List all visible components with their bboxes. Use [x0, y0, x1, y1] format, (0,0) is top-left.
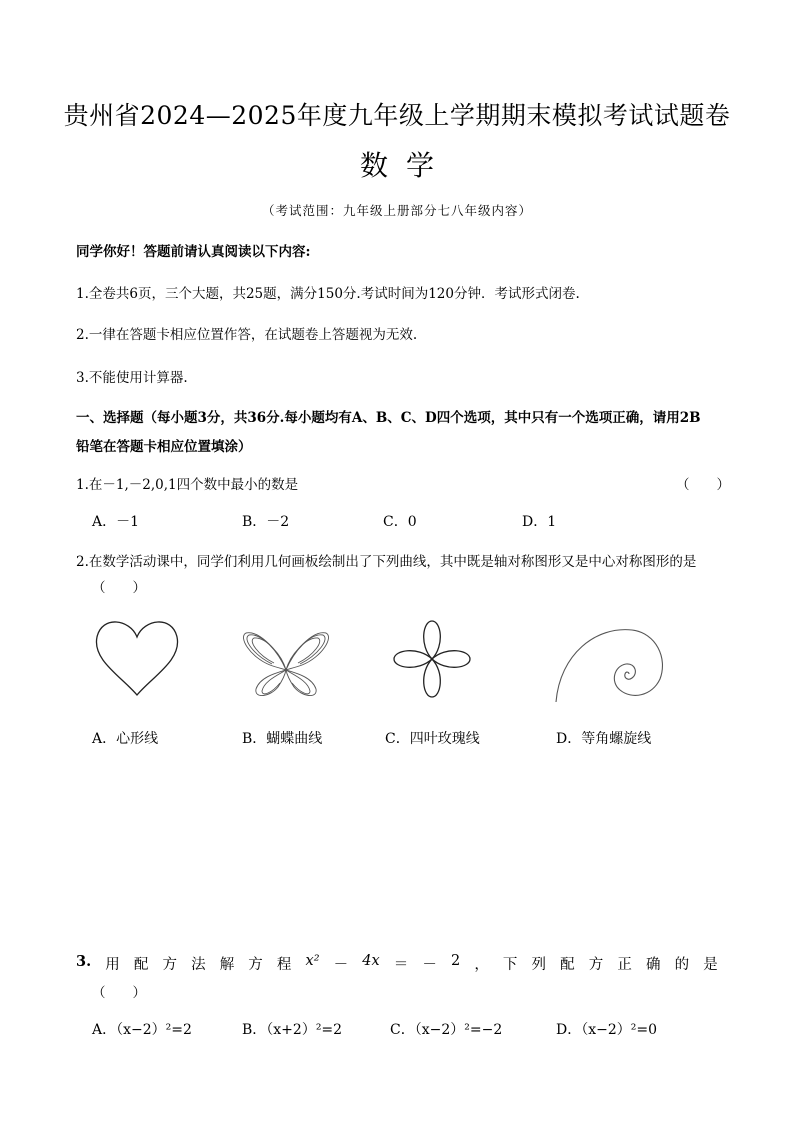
q3-stem-part: 用 [105, 957, 120, 973]
q3-stem-part: 方 [588, 957, 604, 973]
q3-stem-part: x² [305, 953, 320, 969]
q1-answer-bracket: （ ） [676, 477, 730, 493]
heart-curve-figure [92, 615, 182, 700]
q3-option-d: D．（x−2）²=0 [556, 1022, 658, 1038]
q3-stem-part: － [422, 957, 437, 973]
q2-answer-bracket: （ ） [92, 580, 146, 596]
notice-item-2: 2.一律在答题卡相应位置作答，在试题卷上答题视为无效. [76, 327, 418, 343]
butterfly-curve-figure [240, 625, 332, 703]
q1-option-d: D．1 [522, 514, 557, 530]
q3-stem-part: 程 [276, 957, 292, 973]
q1-stem: 1.在－1,－2,0,1四个数中最小的数是 [76, 477, 299, 493]
q2-stem: 2.在数学活动课中，同学们利用几何画板绘制出了下列曲线，其中既是轴对称图形又是中心对称图形的是 [76, 554, 697, 570]
q3-stem-part: 配 [560, 957, 575, 973]
q3-stem-part: 2 [450, 953, 461, 969]
four-leaf-rose-figure [389, 617, 475, 701]
q3-stem-part: 配 [133, 957, 149, 973]
q2-option-b: B．蝴蝶曲线 [242, 731, 323, 747]
q3-stem-part: 的 [674, 957, 690, 973]
q3-stem [76, 953, 718, 974]
q3-answer-bracket: （ ） [92, 985, 146, 1001]
q3-stem-part: 列 [531, 957, 547, 973]
notice-item-1: 1.全卷共6页，三个大题，共25题，满分150分.考试时间为120分钟．考试形式闭卷. [76, 286, 580, 302]
q3-stem-part: 正 [617, 957, 632, 973]
section-1-heading: 一、选择题（每小题3分，共36分.每小题均有A、B、C、D四个选项，其中只有一个选项正确，请用2B [76, 410, 701, 426]
q1-option-a: A．－1 [92, 514, 140, 530]
q3-stem-part: 下 [502, 957, 518, 973]
q2-option-c: C．四叶玫瑰线 [385, 731, 480, 747]
exam-title: 贵州省2024—2025年度九年级上学期期末模拟考试试题卷 [63, 101, 731, 130]
q3-stem-part: 方 [248, 957, 263, 973]
q3-stem-part: － [333, 957, 349, 973]
equiangular-spiral-figure [552, 624, 667, 704]
q1-option-b: B．－2 [242, 514, 290, 530]
q3-stem-part: 3. [76, 953, 92, 970]
subject-title: 数学 [359, 149, 452, 182]
q3-stem-part: 解 [219, 957, 235, 973]
q3-stem-part: 确 [645, 957, 661, 973]
exam-scope: （考试范围：九年级上册部分七八年级内容） [261, 203, 532, 218]
notice-heading: 同学你好！答题前请认真阅读以下内容: [76, 244, 311, 260]
section-1-heading-cont: 铅笔在答题卡相应位置填涂） [76, 439, 252, 455]
notice-item-3: 3.不能使用计算器. [76, 370, 188, 386]
q3-option-b: B．（x+2）²=2 [242, 1022, 343, 1038]
q3-stem-part: ＝ [393, 957, 409, 973]
q2-option-d: D．等角螺旋线 [556, 731, 652, 747]
q3-stem-part: 方 [162, 957, 177, 973]
q3-stem-part: 法 [191, 957, 206, 973]
q3-stem-part: 4x [362, 953, 380, 969]
q3-stem-part: ， [474, 957, 489, 973]
q1-option-c: C．0 [383, 514, 417, 530]
q2-option-a: A．心形线 [92, 731, 159, 747]
q3-stem-part: 是 [703, 957, 718, 973]
q3-option-c: C．（x−2）²=−2 [390, 1022, 503, 1038]
q3-option-a: A．（x−2）²=2 [92, 1022, 192, 1038]
